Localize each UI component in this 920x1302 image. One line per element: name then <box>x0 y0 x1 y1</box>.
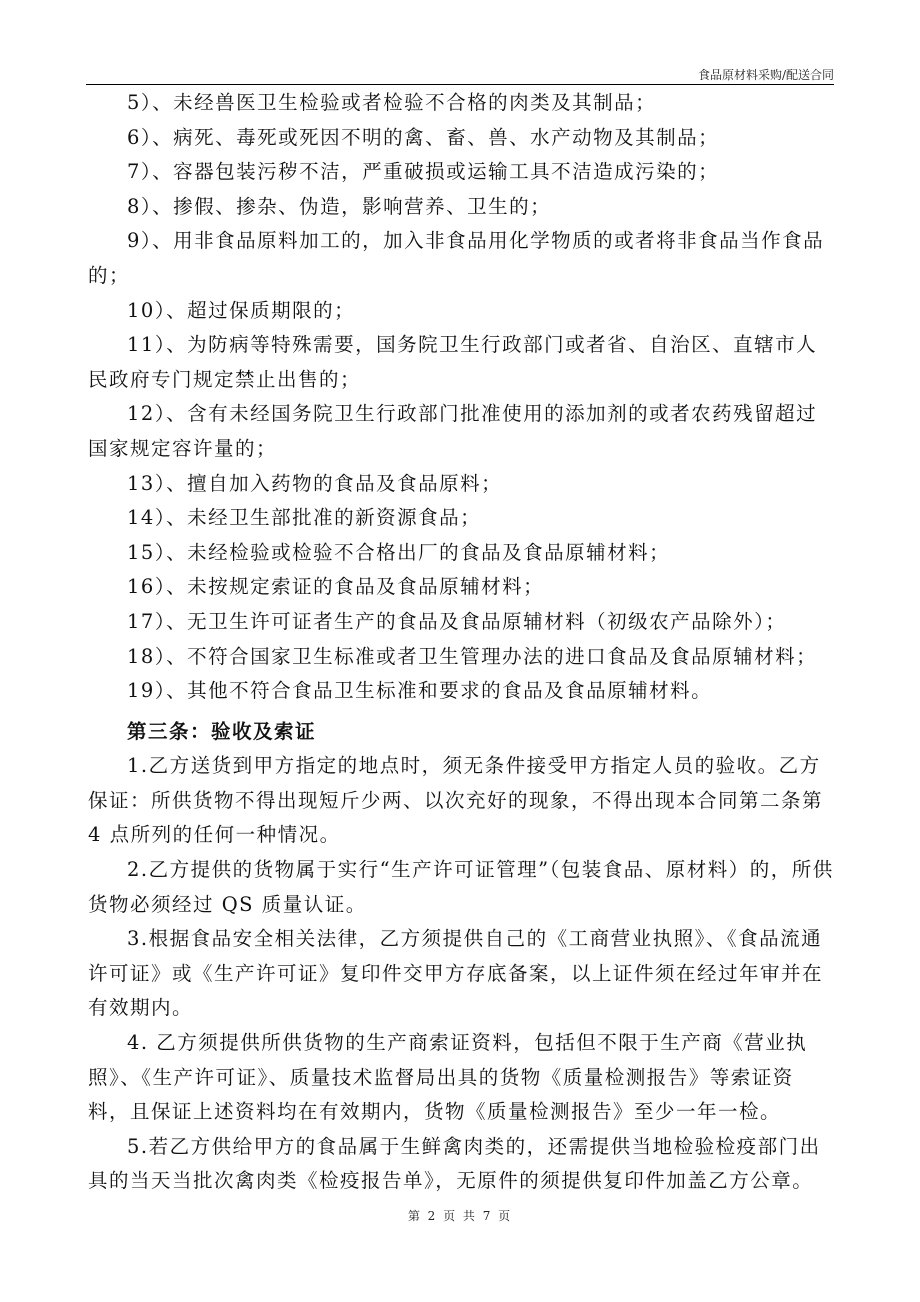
list-item: 8）、掺假、掺杂、伪造，影响营养、卫生的； <box>127 194 552 218</box>
list-item: 14）、未经卫生部批准的新资源食品； <box>127 506 482 530</box>
list-item: 15）、未经检验或检验不合格出厂的食品及食品原辅材料； <box>127 540 671 564</box>
clause-paragraph: 3.根据食品安全相关法律，乙方须提供自己的《工商营业执照》、《食品流通许可证》或《生产许可证》复印件交甲方存底备案，以上证件须在经过年审并在有效期内。 <box>88 927 824 1020</box>
list-item: 13）、擅自加入药物的食品及食品原料； <box>127 471 503 495</box>
body-content <box>88 86 834 1199</box>
clause-paragraph: 5.若乙方供给甲方的食品属于生鲜禽肉类的，还需提供当地检验检疫部门出具的当天当批次禽肉类《检疫报告单》，无原件的须提供复印件加盖乙方公章。 <box>88 1134 821 1193</box>
list-item: 7）、容器包装污秽不洁，严重破损或运输工具不洁造成污染的； <box>127 160 720 184</box>
list-item: 9）、用非食品原料加工的，加入非食品用化学物质的或者将非食品当作食品的； <box>88 229 825 287</box>
clause-paragraph: 2.乙方提供的货物属于实行“生产许可证管理”（包装食品、原材料）的，所供货物必须经过 QS 质量认证。 <box>88 858 834 916</box>
list-item: 19）、其他不符合食品卫生标准和要求的食品及食品原辅材料。 <box>127 679 713 703</box>
list-item: 6）、病死、毒死或死因不明的禽、畜、兽、水产动物及其制品； <box>127 125 720 149</box>
page-number: 第 2 页 共 7 页 <box>407 1209 513 1223</box>
list-item: 5）、未经兽医卫生检验或者检验不合格的肉类及其制品； <box>127 91 657 114</box>
list-item: 10）、超过保质期限的； <box>127 298 356 322</box>
list-item: 17）、无卫生许可证者生产的食品及食品原辅材料（初级农产品除外）； <box>127 609 787 633</box>
list-item: 11）、为防病等特殊需要，国务院卫生行政部门或者省、自治区、直辖市人民政府专门规定禁止出售的； <box>88 333 818 391</box>
list-item: 12）、含有未经国务院卫生行政部门批准使用的添加剂的或者农药残留超过国家规定容许量的； <box>88 402 818 460</box>
running-header: 食品原材料采购/配送合同 <box>697 68 834 82</box>
section-heading: 第三条：验收及索证 <box>127 719 317 743</box>
clause-paragraph: 4. 乙方须提供所供货物的生产商索证资料，包括但不限于生产商《营业执照》、《生产许可证》、质量技术监督局出具的货物《质量检测报告》等索证资料，且保证上述资料均在有效期内，货物《质量检测报告》至少一年一检。 <box>88 1031 808 1124</box>
list-item: 16）、未按规定索证的食品及食品原辅材料； <box>127 575 545 599</box>
header-rule <box>86 84 834 85</box>
list-item: 18）、不符合国家卫生标准或者卫生管理办法的进口食品及食品原辅材料； <box>127 644 818 668</box>
clause-paragraph: 1.乙方送货到甲方指定的地点时，须无条件接受甲方指定人员的验收。乙方保证：所供货物不得出现短斤少两、以次充好的现象，不得出现本合同第二条第 4 点所列的任何一种情况。 <box>88 754 824 847</box>
